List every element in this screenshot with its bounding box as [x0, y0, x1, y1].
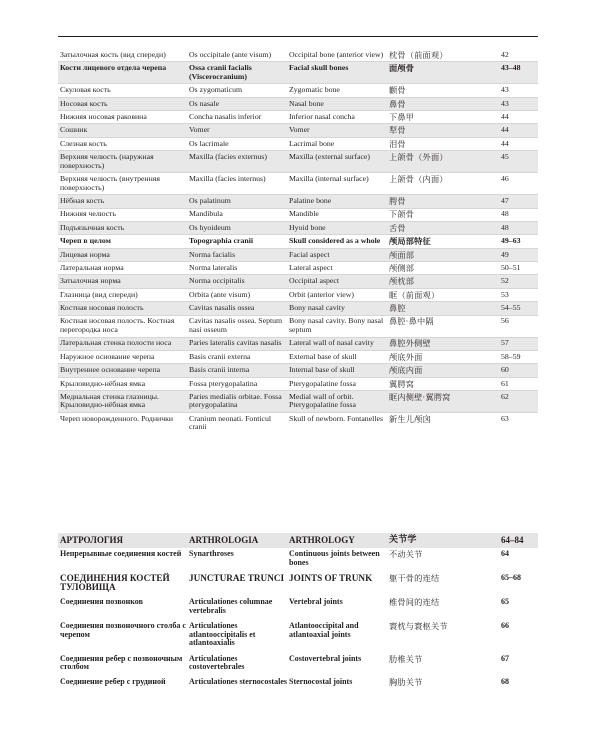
chinese-term: 犁骨: [389, 125, 406, 136]
ru-term: Внутреннее основание черепа: [60, 365, 161, 375]
english-term: JOINTS OF TRUNK: [289, 573, 373, 584]
english-term: Maxilla (external surface): [289, 152, 370, 162]
table-row: [58, 194, 538, 207]
ru-term: Нёбная кость: [60, 196, 105, 206]
page-number: 46: [501, 174, 509, 184]
ru-term: Кости лицевого отдела черепа: [60, 63, 167, 73]
chinese-term: 不动关节: [389, 549, 423, 560]
english-term: Orbit (anterior view): [289, 289, 354, 299]
chinese-term: 下颌骨: [389, 209, 415, 220]
page-number: 57: [501, 338, 509, 348]
page-number: 44: [501, 138, 509, 148]
page-number: 48: [501, 222, 509, 232]
chinese-term: 面颅骨: [389, 63, 415, 74]
latin-term: JUNCTURAE TRUNCI: [189, 573, 285, 584]
table-row: [58, 619, 538, 652]
english-term: Costovertebral joints: [289, 653, 362, 663]
latin-term: Ossa cranii facialis (Viscerocranium): [189, 63, 252, 81]
chinese-term: 椎骨间的连结: [389, 597, 440, 608]
ru-term: АРТРОЛОГИЯ: [60, 535, 124, 545]
english-term: Facial aspect: [289, 249, 330, 259]
english-term: Internal base of skull: [289, 365, 355, 375]
chinese-term: 颅局部特征: [389, 236, 431, 247]
page-number: 68: [501, 677, 509, 687]
latin-term: Os occipitale (ante visum): [189, 49, 272, 59]
table-row: [58, 350, 538, 363]
english-term: Pterygopalatine fossa: [289, 378, 356, 388]
table-row: [58, 288, 538, 301]
latin-term: Basis cranii externa: [189, 351, 251, 361]
index-table-arthrology: [58, 533, 538, 691]
latin-term: Os hyoideum: [189, 222, 231, 232]
latin-term: Fossa pterygopalatina: [189, 378, 258, 388]
table-row: [58, 676, 538, 691]
chinese-term: 肋椎关节: [389, 653, 423, 664]
table-row: [58, 274, 538, 287]
ru-term: Наружное основание черепа: [60, 351, 155, 361]
english-term: Occipital aspect: [289, 276, 340, 286]
table-row: [58, 261, 538, 274]
table-row: [58, 412, 538, 434]
latin-term: Norma lateralis: [189, 262, 238, 272]
chinese-term: 上颌骨（内面）: [389, 174, 448, 185]
chinese-term: 腭骨: [389, 196, 406, 207]
chinese-term: 上颌骨（外面）: [389, 152, 448, 163]
ru-term: Нижняя челюсть: [60, 209, 117, 219]
chinese-term: 眶（前面观）: [389, 289, 440, 300]
ru-term: Череп новорожденного. Роднички: [60, 413, 174, 423]
english-term: Continuous joints between bones: [289, 549, 380, 567]
page-number: 47: [501, 196, 509, 206]
chinese-term: 鼻腔外侧壁: [389, 338, 431, 349]
chinese-term: 颅面部: [389, 249, 415, 260]
english-term: Facial skull bones: [289, 63, 349, 73]
latin-term: Cavitas nasalis ossea: [189, 303, 255, 313]
chinese-term: 眶内侧壁·翼腭窝: [389, 391, 451, 402]
chinese-term: 鼻腔·鼻中隔: [389, 316, 434, 327]
table-row: [58, 377, 538, 390]
chinese-term: 颅底外面: [389, 351, 423, 362]
english-term: Palatine bone: [289, 196, 332, 206]
latin-term: Vomer: [189, 125, 210, 135]
latin-term: Os nasale: [189, 98, 220, 108]
ru-term: Верхняя челюсть (внутренняя поверхность): [60, 174, 160, 192]
english-term: Vertebral joints: [289, 597, 343, 607]
ru-term: Сошник: [60, 125, 88, 135]
chinese-term: 颧骨: [389, 85, 406, 96]
latin-term: Mandibula: [189, 209, 223, 219]
english-term: Bony nasal cavity: [289, 303, 345, 313]
ru-term: Медиальная стенка глазницы. Крыловидно-нёбная ямка: [60, 391, 159, 410]
section-heading-row: [58, 533, 538, 548]
table-row: [58, 315, 538, 337]
ru-term: Соединения позвоночного столба с черепом: [60, 620, 186, 639]
ru-term: Затылочная кость (вид спереди): [60, 49, 166, 59]
latin-term: ARTHROLOGIA: [189, 535, 259, 545]
ru-term: Латеральная норма: [60, 262, 124, 272]
english-term: Inferior nasal concha: [289, 111, 355, 121]
latin-term: Maxilla (facies internus): [189, 174, 266, 184]
table-row: [58, 248, 538, 261]
english-term: Lateral aspect: [289, 262, 333, 272]
english-term: Lateral wall of nasal cavity: [289, 338, 374, 348]
latin-term: Os zygomaticum: [189, 85, 243, 95]
table-row: [58, 110, 538, 123]
ru-term: Верхняя челюсть (наружная поверхность): [60, 152, 154, 170]
page-number: 54–55: [501, 303, 521, 313]
page-number: 43: [501, 98, 509, 108]
chinese-term: 枕骨（前面观）: [389, 49, 448, 60]
ru-term: Глазница (вид спереди): [60, 289, 138, 299]
table-row: [58, 337, 538, 350]
english-term: Nasal bone: [289, 98, 324, 108]
ru-term: Лицевая норма: [60, 249, 110, 259]
latin-term: Maxilla (facies externus): [189, 152, 267, 162]
chinese-term: 翼腭窝: [389, 378, 415, 389]
page-number: 67: [501, 653, 509, 663]
english-term: Lacrimal bone: [289, 138, 335, 148]
english-term: Maxilla (internal surface): [289, 174, 369, 184]
ru-term: Соединение ребер с грудиной: [60, 677, 166, 687]
latin-term: Topographia cranii: [189, 236, 254, 246]
table-row: [58, 363, 538, 376]
chinese-term: 胸肋关节: [389, 677, 423, 688]
latin-term: Norma facialis: [189, 249, 236, 259]
page-number: 43: [501, 85, 509, 95]
table-row: [58, 234, 538, 247]
page-number: 61: [501, 378, 509, 388]
english-term: Atlantooccipital and atlantoaxial joints: [289, 620, 359, 639]
english-term: Hyoid bone: [289, 222, 326, 232]
chinese-term: 颅侧部: [389, 262, 415, 273]
ru-term: Соединения позвонков: [60, 597, 143, 607]
latin-term: Articulationes costovertebrales: [189, 653, 245, 672]
page-number: 49: [501, 249, 509, 259]
index-table-skull: [58, 49, 538, 434]
page-number: 45: [501, 152, 509, 162]
latin-term: Cavitas nasalis ossea. Septum nasi osseum: [189, 316, 283, 335]
page-number: 58–59: [501, 351, 521, 361]
latin-term: Cranium neonati. Fonticul cranii: [189, 413, 272, 432]
english-term: Mandible: [289, 209, 319, 219]
table-row: [58, 49, 538, 61]
ru-term: Нижняя носовая раковина: [60, 111, 147, 121]
english-term: External base of skull: [289, 351, 357, 361]
latin-term: Articulationes columnae vertebralis: [189, 597, 273, 615]
page-number: 64: [501, 549, 509, 559]
latin-term: Basis cranii interna: [189, 365, 250, 375]
ru-term: Череп в целом: [60, 236, 111, 246]
latin-term: Concha nasalis inferior: [189, 111, 262, 121]
latin-term: Paries lateralis cavitas nasalis: [189, 338, 282, 348]
latin-term: Synarthroses: [189, 549, 234, 559]
table-row: [58, 172, 538, 194]
ru-term: Подъязычная кость: [60, 222, 125, 232]
page-number: 53: [501, 289, 509, 299]
english-term: Occipital bone (anterior view): [289, 49, 384, 59]
page-number: 44: [501, 111, 509, 121]
page-number: 44: [501, 125, 509, 135]
table-row: [58, 572, 538, 596]
page-number: 42: [501, 49, 509, 59]
latin-term: Norma occipitalis: [189, 276, 245, 286]
ru-term: Непрерывные соединения костей: [60, 549, 182, 559]
page-number: 63: [501, 413, 509, 423]
latin-term: Articulationes sternocostales: [189, 677, 287, 687]
ru-term: Соединения ребер с позвоночным столбом: [60, 653, 183, 672]
table-row: [58, 548, 538, 572]
chinese-term: 下鼻甲: [389, 111, 415, 122]
page-number: 65–68: [501, 573, 521, 583]
english-term: Sternocostal joints: [289, 677, 353, 687]
english-term: Skull considered as a whole: [289, 236, 381, 246]
latin-term: Os lacrimale: [189, 138, 229, 148]
page-number: 49–63: [501, 236, 521, 246]
ru-term: Латеральная стенка полости носа: [60, 338, 172, 348]
ru-term: Костная носовая полость: [60, 303, 144, 313]
page-number: 52: [501, 276, 509, 286]
english-term: ARTHROLOGY: [289, 535, 355, 545]
top-rule: [58, 36, 538, 37]
table-row: [58, 61, 538, 83]
chinese-term: 关节学: [389, 535, 417, 545]
table-row: [58, 150, 538, 172]
page-number: 66: [501, 620, 509, 630]
english-term: Vomer: [289, 125, 310, 135]
chinese-term: 寰枕与寰枢关节: [389, 620, 448, 631]
english-term: Zygomatic bone: [289, 85, 340, 95]
english-term: Bony nasal cavity. Bony nasal septum: [289, 316, 384, 335]
ru-term: Крыловидно-нёбная ямка: [60, 378, 146, 388]
ru-term: Затылочная норма: [60, 276, 121, 286]
ru-term: Носовая кость: [60, 98, 108, 108]
latin-term: Paries medialis orbitae. Fossa pterygopalatina: [189, 391, 282, 410]
chinese-term: 颅枕部: [389, 276, 415, 287]
latin-term: Articulationes atlantooccipitalis et atlantoaxialis: [189, 620, 256, 648]
table-row: [58, 301, 538, 314]
table-row: [58, 596, 538, 620]
ru-term: СОЕДИНЕНИЯ КОСТЕЙ ТУЛОВИЩА: [60, 573, 170, 592]
page-number: 65: [501, 597, 509, 607]
chinese-term: 鼻骨: [389, 98, 406, 109]
table-row: [58, 390, 538, 412]
chinese-term: 舌骨: [389, 222, 406, 233]
table-row: [58, 208, 538, 221]
page-number: 43–48: [501, 63, 521, 73]
table-row: [58, 221, 538, 234]
ru-term: Костная носовая полость. Костная перегородка носа: [60, 316, 175, 335]
english-term: Skull of newborn. Fontanelles: [289, 413, 383, 423]
page-number: 48: [501, 209, 509, 219]
ru-term: Слезная кость: [60, 138, 107, 148]
chinese-term: 鼻腔: [389, 303, 406, 314]
table-row: [58, 97, 538, 110]
ru-term: Скуловая кость: [60, 85, 111, 95]
latin-term: Orbita (ante visum): [189, 289, 251, 299]
page-number: 62: [501, 391, 509, 401]
table-row: [58, 137, 538, 150]
table-row: [58, 652, 538, 676]
page-number: 60: [501, 365, 509, 375]
chinese-term: 躯干骨的连结: [389, 573, 440, 584]
chinese-term: 新生儿颅囟: [389, 413, 431, 424]
chinese-term: 泪骨: [389, 138, 406, 149]
page-number: 64–84: [501, 535, 524, 545]
english-term: Medial wall of orbit. Pterygopalatine fossa: [289, 391, 356, 410]
chinese-term: 颅底内面: [389, 365, 423, 376]
page-number: 50–51: [501, 262, 521, 272]
table-row: [58, 83, 538, 96]
latin-term: Os palatinum: [189, 196, 231, 206]
table-row: [58, 123, 538, 136]
page-number: 56: [501, 316, 509, 326]
